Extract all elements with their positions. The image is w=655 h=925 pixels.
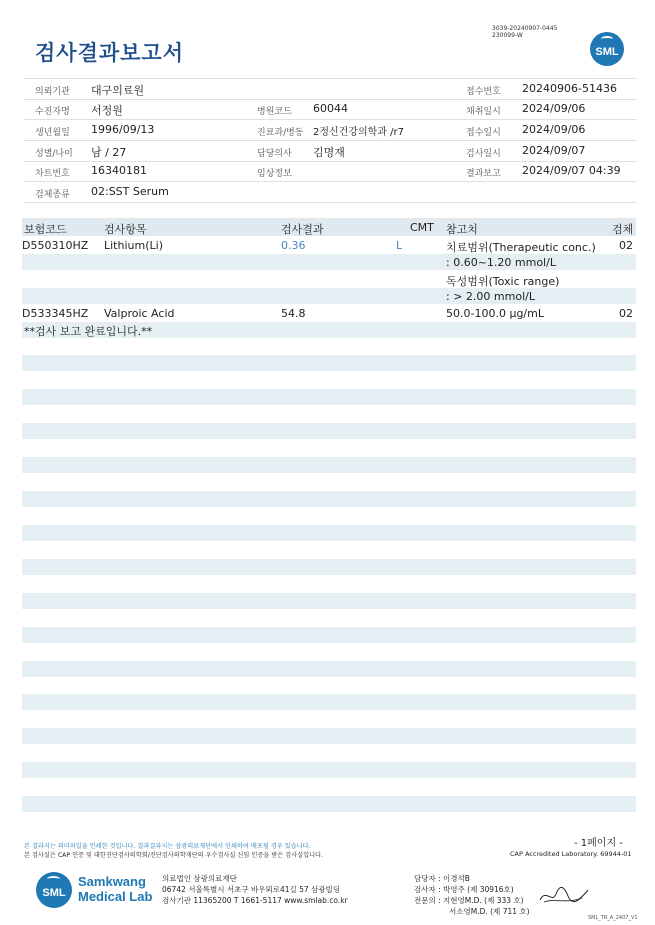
document-code-line1: 3039-20240907-0445	[492, 25, 558, 32]
brand-line2: Medical Lab	[78, 889, 153, 904]
header-test-item: 검사항목	[104, 223, 147, 236]
brand-name	[78, 874, 152, 904]
test-date-value: 2024/09/07	[522, 144, 586, 157]
sex-age-value: 남 / 27	[91, 146, 127, 159]
row-stripe	[22, 423, 636, 439]
patient-value: 서정원	[91, 104, 123, 117]
row2-specimen: 02	[619, 307, 633, 320]
row1-specimen: 02	[619, 239, 633, 252]
info-divider	[24, 78, 637, 79]
clinical-info-label: 임상정보	[257, 169, 292, 179]
org-name: 의료법인 삼광의료재단	[162, 874, 237, 883]
row-stripe	[22, 593, 636, 609]
row1-reference: 치료범위(Therapeutic conc.)	[446, 241, 596, 254]
department-value: 2정신건강의학과 /r7	[313, 127, 405, 138]
row1-item: Lithium(Li)	[104, 239, 163, 252]
collect-date-label: 채취일시	[466, 107, 501, 117]
staff-specialist: 전문의 : 지현영M.D. (제 333 호)	[414, 896, 524, 905]
info-divider	[24, 99, 637, 100]
doctor-label: 담당의사	[257, 149, 292, 159]
header-cmt: CMT	[410, 221, 434, 234]
row-stripe	[22, 728, 636, 744]
row-stripe	[22, 661, 636, 677]
page-number: - 1페이지 -	[574, 838, 623, 849]
staff-tester: 검사자 : 박영주 (제 30916호)	[414, 885, 514, 894]
department-label: 진료과/병동	[257, 128, 304, 138]
institution-value: 대구의료원	[91, 84, 145, 97]
certification-notice: 본 검사실은 CAP 인증 및 대한진단검사의학회/진단검사의학재단의 우수검사실 신임 인증을 받은 검사실입니다.	[24, 852, 323, 859]
row1-cmt-flag: L	[396, 239, 403, 252]
report-date-label: 결과보고	[466, 169, 501, 179]
row1-result: 0.36	[281, 239, 306, 252]
receipt-date-value: 2024/09/06	[522, 123, 586, 136]
row1-reference-line2: : 0.60~1.20 mmol/L	[446, 256, 556, 269]
chart-no-value: 16340181	[91, 164, 147, 177]
row-stripe	[22, 694, 636, 710]
staff-manager: 담당자 : 이경석B	[414, 874, 470, 883]
receipt-no-value: 20240906-51436	[522, 82, 617, 95]
row-stripe	[22, 762, 636, 778]
report-date-value: 2024/09/07 04:39	[522, 164, 621, 177]
patient-label: 수진자명	[35, 107, 70, 117]
logo-text: SML	[595, 46, 619, 58]
row-stripe	[22, 796, 636, 812]
signature-image	[538, 882, 590, 908]
doctor-value: 김명재	[313, 146, 345, 159]
completion-note: **검사 보고 완료입니다.**	[24, 325, 153, 338]
info-divider	[24, 181, 637, 182]
staff-specialist-2: 서소영M.D. (제 711 호)	[449, 907, 530, 916]
header-insurance-code: 보험코드	[24, 223, 67, 236]
document-code	[492, 25, 557, 39]
row-stripe	[22, 559, 636, 575]
sex-age-label: 성별/나이	[35, 149, 73, 159]
row-stripe	[22, 288, 636, 304]
hospital-code-label: 병원코드	[257, 107, 292, 117]
row2-reference: 50.0-100.0 μg/mL	[446, 307, 544, 320]
specimen-type-label: 검체종류	[35, 190, 70, 200]
info-divider	[24, 202, 637, 203]
institution-label: 의뢰기관	[35, 87, 70, 97]
receipt-date-label: 접수일시	[466, 128, 501, 138]
birth-label: 생년월일	[35, 128, 70, 138]
test-date-label: 검사일시	[466, 149, 501, 159]
row2-item: Valproic Acid	[104, 307, 175, 320]
row-stripe	[22, 355, 636, 371]
org-license: 검사기관 11365200 T 1661-5117 www.smlab.co.kr	[162, 896, 348, 905]
header-reference: 참고치	[446, 223, 478, 236]
org-address: 06742 서울특별시 서초구 바우뫼로41길 57 삼광빌딩	[162, 885, 341, 894]
info-divider	[24, 140, 637, 141]
header-specimen: 검체	[612, 223, 634, 236]
receipt-no-label: 접수번호	[466, 87, 501, 97]
print-notice: 본 결과지는 의미파일을 인쇄한 것입니다. 결과결과지는 삼광의료재단에서 인쇄하여 배포될 경우 있습니다.	[24, 843, 311, 850]
row2-code: D533345HZ	[22, 307, 89, 320]
specimen-type-value: 02:SST Serum	[91, 185, 169, 198]
row-stripe	[22, 627, 636, 643]
row-stripe	[22, 525, 636, 541]
form-code: SML_TR_A_2407_V1	[588, 915, 638, 921]
hospital-code-value: 60044	[313, 102, 348, 115]
info-divider	[24, 161, 637, 162]
chart-no-label: 차트번호	[35, 169, 70, 179]
info-divider	[24, 119, 637, 120]
row-stripe	[22, 491, 636, 507]
logo-arc-icon	[601, 36, 613, 42]
header-result: 검사결과	[281, 223, 324, 236]
report-title: 검사결과보고서	[35, 41, 185, 65]
footer-logo-text: SML	[42, 887, 66, 899]
row1-reference-line3: 독성범위(Toxic range)	[446, 275, 560, 288]
row1-code: D550310HZ	[22, 239, 89, 252]
row-stripe	[22, 389, 636, 405]
row-stripe	[22, 457, 636, 473]
footer-sml-logo	[36, 872, 72, 908]
collect-date-value: 2024/09/06	[522, 102, 586, 115]
row1-reference-line4: : > 2.00 mmol/L	[446, 290, 535, 303]
sml-logo	[590, 32, 624, 66]
footer-logo-arc-icon	[47, 876, 60, 882]
row2-result: 54.8	[281, 307, 306, 320]
document-code-line2: 230099-W	[492, 32, 523, 39]
brand-line1: Samkwang	[78, 874, 146, 889]
cap-accreditation: CAP Accredited Laboratory. 69944-01	[510, 850, 632, 858]
birth-value: 1996/09/13	[91, 123, 155, 136]
